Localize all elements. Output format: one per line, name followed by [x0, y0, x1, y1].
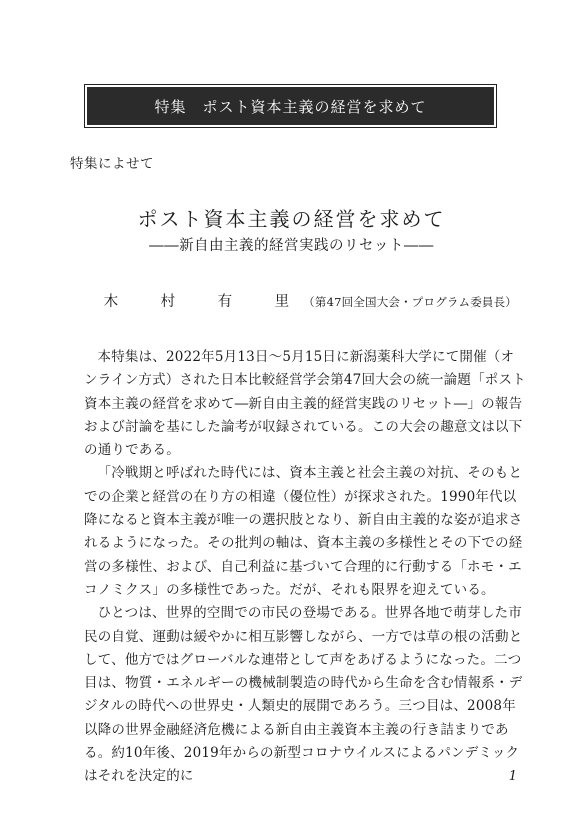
article-title: ポスト資本主義の経営を求めて [137, 207, 446, 231]
section-label: 特集によせて [70, 156, 154, 172]
author-role: （第47回全国大会・プログラム委員長） [303, 295, 517, 309]
author-name: 木 村 有 里 [103, 294, 304, 310]
feature-banner-text: 特集 ポスト資本主義の経営を求めて [87, 87, 494, 125]
paragraph: ひとつは、世界的空間での市民の登場である。世界各地で萌芽した市民の自覚、運動は緩やかに相互影響しながら、一方では草の根の活動として、他方ではグローバルな連帯として声をあげるようになった。二つ目は、物質・エネルギーの機械制製造の時代から生命を含む情報系・デジタルの時代への世界史・人類史的展開であろう。三つ目は、2008年以降の世界金融経済危機による新自由主義資本主義の行き詰まりである。約10年後、2019年からの新型コロナウイルスによるパンデミックはそれを決定的に [84, 605, 523, 785]
article-body [84, 346, 527, 789]
author-line [104, 290, 517, 311]
paragraph: 「冷戦期と呼ばれた時代には、資本主義と社会主義の対抗、そのもとでの企業と経営の在り方の相違（優位性）が探求された。1990年代以降になると資本主義が唯一の選択肢となり、新自由主義的な姿が追求されるようになった。その批判の軸は、資本主義の多様性とその下での経営の多様性、および、自己利益に基づいて合理的に行動する「ホモ・エコノミクス」の多様性であった。だが、それも限界を迎えている。 [84, 465, 523, 598]
paragraph: 本特集は、2022年5月13日〜5月15日に新潟薬科大学にて開催（オンライン方式）された日本比較経営学会第47回大会の統一論題「ポスト資本主義の経営を求めて―新自由主義的経営実践のリセット―」の報告および討論を基にした論考が収録されている。この大会の趣意文は以下の通りである。 [84, 349, 526, 459]
page-number: 1 [508, 769, 517, 784]
feature-banner [84, 84, 497, 128]
article-subtitle: ――新自由主義的経営実践のリセット―― [149, 238, 434, 254]
